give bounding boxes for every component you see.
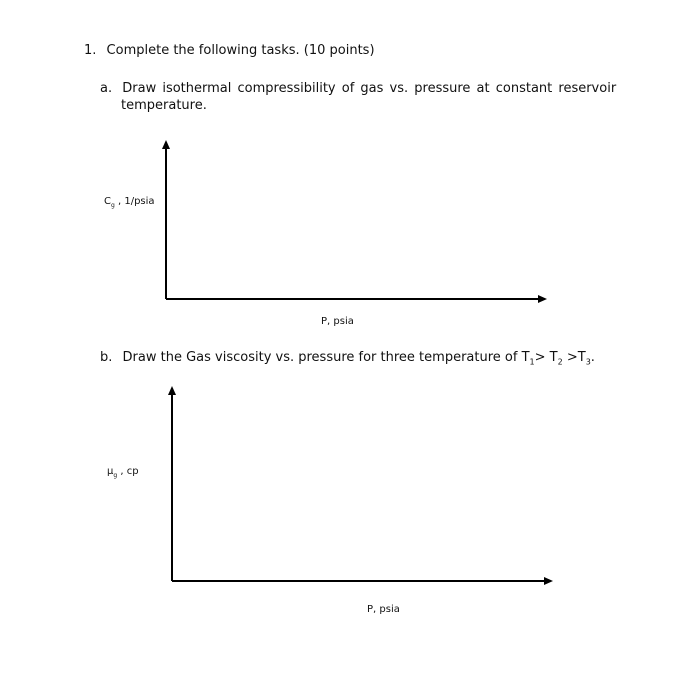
chart-b-x-arrowhead bbox=[544, 577, 553, 585]
part-a-letter: a. bbox=[100, 81, 113, 96]
part-b-letter: b. bbox=[100, 350, 113, 365]
chart-b-y-label: $\mu_g$ , cp bbox=[107, 466, 139, 479]
part-a-line2: temperature. bbox=[121, 98, 207, 113]
chart-b-x-label: P, psia bbox=[367, 604, 400, 615]
chart-b-y-arrowhead bbox=[168, 386, 176, 395]
part-a-text-line1: Draw isothermal compressibility of gas vs. pressure at constant reservoir bbox=[122, 81, 617, 96]
question-number: 1. bbox=[84, 43, 97, 58]
chart-a-y-label: $C_g$ , 1/psia bbox=[104, 196, 155, 209]
part-b-text: Draw the Gas viscosity vs. pressure for three temperature of $T_1> T_2 >T_3$. bbox=[122, 350, 595, 367]
chart-a-x-label: P, psia bbox=[321, 316, 354, 327]
question-text: Complete the following tasks. (10 points) bbox=[106, 43, 375, 58]
